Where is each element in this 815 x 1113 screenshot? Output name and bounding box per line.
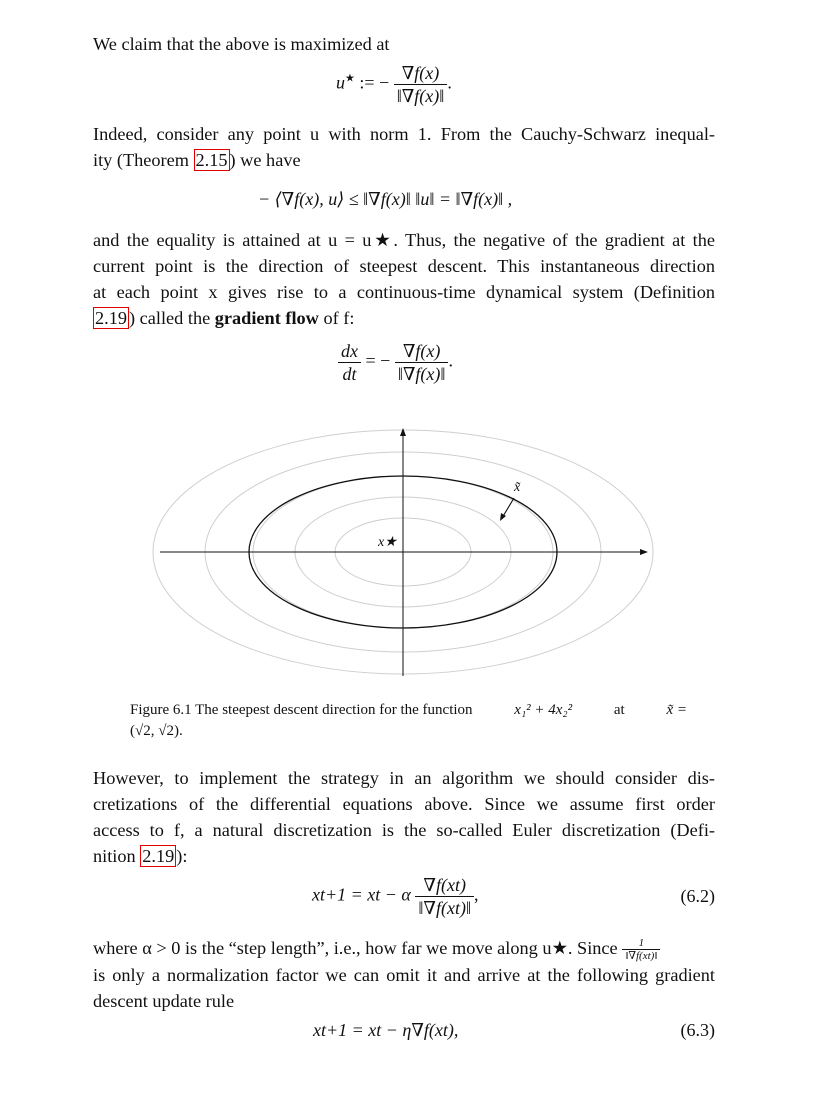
eq-end: , [474, 884, 479, 905]
text-line [93, 147, 715, 173]
term-gradient-flow: gradient flow [214, 308, 319, 328]
paragraph-step-length [93, 935, 715, 1014]
equation-gradient-flow [338, 340, 453, 385]
figure-caption [130, 700, 687, 742]
paragraph-intro [93, 31, 715, 57]
eq-numerator: ∇f(x) [395, 340, 449, 363]
eq-lhs: xt+1 = xt − α [312, 884, 411, 905]
eq-fraction [395, 340, 449, 385]
eq-denominator: ‖∇f(x)‖ [396, 86, 445, 106]
definition-ref-link[interactable]: 2.19 [95, 308, 127, 328]
eq-numerator: ∇f(xt) [415, 874, 474, 897]
eq-fraction [415, 874, 474, 919]
caption-line [130, 700, 687, 721]
text-span: ity (Theorem [93, 150, 194, 170]
caption-line: (√2, √2). [130, 723, 183, 739]
text-line: cretizations of the differential equations above. Since we assume first order [93, 794, 715, 814]
eq-fraction-dxdt [338, 340, 361, 385]
text-line: descent update rule [93, 991, 235, 1012]
caption-text: at [613, 702, 625, 718]
descent-arrow-head-icon [500, 513, 506, 521]
eq-numerator: dx [338, 340, 361, 363]
eq-denominator: ‖∇f(x)‖ [397, 364, 446, 384]
label-x-tilde: x̃ [514, 480, 521, 495]
text-line: However, to implement the strategy in an algorithm we should consider dis- [93, 768, 715, 788]
paragraph-gradient-flow [93, 227, 715, 331]
text-line [93, 843, 715, 869]
text-line [93, 935, 715, 962]
text-span: ) called the [129, 308, 215, 328]
text-span: ) we have [229, 150, 301, 170]
text-line: is only a normalization factor we can omit it and arrive at the following gradient [93, 965, 715, 986]
y-axis-arrow-icon [400, 428, 406, 436]
equation-number: (6.3) [680, 1020, 715, 1040]
text-line [93, 305, 715, 331]
eq-end: . [448, 350, 453, 371]
inline-denominator: ‖∇f(xt)‖ [625, 950, 658, 963]
equation-euler-step [312, 874, 479, 919]
text-span: ): [176, 846, 188, 866]
text-line: current point is the direction of steepest descent. This instantaneous direction [93, 256, 715, 276]
x-axis-arrow-icon [640, 549, 648, 555]
eq-star: ★ [345, 72, 355, 85]
eq-denominator: dt [342, 364, 357, 384]
text-line: We claim that the above is maximized at [93, 34, 390, 54]
equation-gradient-descent: xt+1 = xt − η∇f(xt), [313, 1020, 459, 1040]
eq-fraction [394, 62, 448, 107]
paragraph-discretization [93, 765, 715, 869]
equation-number: (6.2) [680, 886, 715, 906]
inline-numerator: 1 [622, 937, 660, 950]
definition-ref-link[interactable]: 2.19 [142, 846, 175, 866]
caption-function: x₁² + 4x₂² [514, 702, 573, 718]
figure-contour-plot [130, 420, 690, 690]
text-line: access to f, a natural discretization is the so-called Euler discretization (Defi- [93, 820, 715, 840]
text-span: of f: [318, 308, 355, 328]
label-x-star: x★ [378, 535, 397, 550]
text-line: at each point x gives rise to a continuous-time dynamical system (Definition [93, 282, 715, 302]
eq-denominator: ‖∇f(xt)‖ [418, 898, 472, 918]
text-span: where α > 0 is the “step length”, i.e., how far we move along u★. Since [93, 938, 618, 958]
paragraph-cauchy-schwarz [93, 121, 715, 173]
text-line: and the equality is attained at u = u★. Thus, the negative of the gradient at the [93, 230, 715, 250]
eq-end: . [447, 72, 452, 93]
eq-symbol-u: u [336, 72, 345, 93]
equation-u-star [336, 62, 452, 107]
eq-numerator: ∇f(x) [394, 62, 448, 85]
inline-fraction [622, 937, 660, 962]
caption-x-tilde: x̃ = [666, 702, 687, 718]
theorem-ref-link[interactable]: 2.15 [195, 150, 228, 170]
text-span: nition [93, 846, 141, 866]
equation-inequality: − ⟨∇f(x), u⟩ ≤ ‖∇f(x)‖ ‖u‖ = ‖∇f(x)‖ , [258, 189, 513, 209]
eq-assign: := − [354, 72, 390, 93]
text-line: Indeed, consider any point u with norm 1. From the Cauchy-Schwarz inequal- [93, 124, 715, 144]
eq-assign: = − [361, 350, 391, 371]
caption-text: Figure 6.1 The steepest descent direction for the function [130, 702, 473, 718]
